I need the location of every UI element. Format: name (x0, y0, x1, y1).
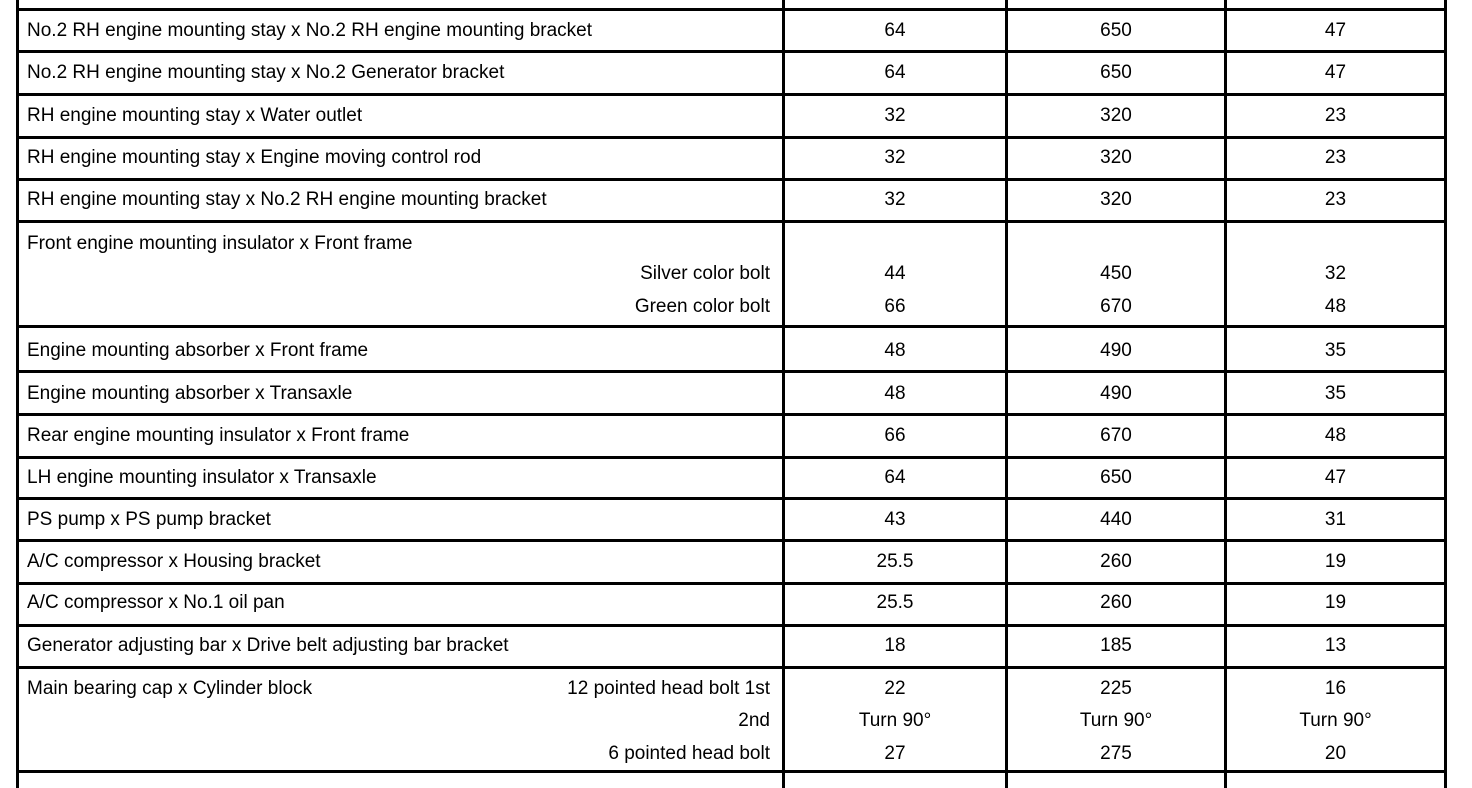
row-divider (16, 8, 1447, 11)
torque-ft-lbf: 13 (1324, 635, 1347, 656)
row-description: No.2 RH engine mounting stay x No.2 RH engine mounting bracket (27, 20, 593, 41)
row-description: A/C compressor x Housing bracket (27, 551, 321, 572)
row-divider (16, 770, 1447, 773)
row-description: PS pump x PS pump bracket (27, 509, 271, 530)
torque-ft-lbf: 20 (1324, 743, 1347, 764)
row-description: A/C compressor x No.1 oil pan (27, 592, 285, 613)
torque-nm: 18 (884, 635, 906, 656)
bolt-type-label: Green color bolt (634, 296, 770, 317)
torque-nm: 64 (884, 467, 906, 488)
row-divider (16, 497, 1447, 500)
torque-nm: Turn 90° (858, 710, 932, 731)
torque-kgf-cm: 320 (1100, 105, 1132, 126)
bolt-type-label: 6 pointed head bolt (608, 743, 770, 764)
torque-ft-lbf: Turn 90° (1299, 710, 1372, 731)
row-divider (16, 539, 1447, 542)
torque-ft-lbf: 47 (1324, 62, 1347, 83)
row-description: Generator adjusting bar x Drive belt adjusting bar bracket (27, 635, 509, 656)
torque-kgf-cm: 490 (1100, 340, 1132, 361)
step-label: 2nd (738, 710, 770, 731)
row-description: Engine mounting absorber x Front frame (27, 340, 369, 361)
torque-ft-lbf: 47 (1324, 467, 1347, 488)
torque-kgf-cm: 450 (1100, 263, 1132, 284)
torque-kgf-cm: 490 (1100, 383, 1132, 404)
torque-kgf-cm: 670 (1100, 296, 1132, 317)
torque-kgf-cm: 225 (1100, 678, 1132, 699)
row-divider (16, 370, 1447, 373)
row-divider (16, 666, 1447, 669)
row-description: LH engine mounting insulator x Transaxle (27, 467, 377, 488)
torque-kgf-cm: 320 (1100, 189, 1132, 210)
torque-ft-lbf: 48 (1324, 425, 1347, 446)
torque-nm: 44 (884, 263, 906, 284)
torque-ft-lbf: 35 (1324, 383, 1347, 404)
row-description: RH engine mounting stay x No.2 RH engine mounting bracket (27, 189, 547, 210)
row-divider (16, 325, 1447, 328)
row-divider (16, 93, 1447, 96)
torque-nm: 32 (884, 105, 906, 126)
torque-nm: 64 (884, 62, 906, 83)
torque-kgf-cm: 260 (1100, 592, 1132, 613)
row-description: Front engine mounting insulator x Front frame (27, 233, 413, 254)
torque-kgf-cm: Turn 90° (1079, 710, 1153, 731)
torque-ft-lbf: 23 (1324, 105, 1347, 126)
table-border-right (1444, 0, 1447, 788)
row-description: Main bearing cap x Cylinder block (27, 678, 313, 699)
torque-nm: 48 (884, 340, 906, 361)
torque-nm: 64 (884, 20, 906, 41)
torque-kgf-cm: 185 (1100, 635, 1132, 656)
torque-nm: 32 (884, 189, 906, 210)
row-divider (16, 220, 1447, 223)
torque-ft-lbf: 23 (1324, 147, 1347, 168)
row-description: RH engine mounting stay x Engine moving control rod (27, 147, 482, 168)
torque-kgf-cm: 440 (1100, 509, 1132, 530)
torque-ft-lbf: 48 (1324, 296, 1347, 317)
torque-nm: 66 (884, 425, 906, 446)
torque-nm: 22 (884, 678, 906, 699)
torque-nm: 32 (884, 147, 906, 168)
row-description: RH engine mounting stay x Water outlet (27, 105, 363, 126)
torque-ft-lbf: 19 (1324, 551, 1347, 572)
torque-ft-lbf: 47 (1324, 20, 1347, 41)
torque-kgf-cm: 650 (1100, 467, 1132, 488)
row-description: Engine mounting absorber x Transaxle (27, 383, 353, 404)
torque-nm: 66 (884, 296, 906, 317)
torque-nm: 48 (884, 383, 906, 404)
torque-kgf-cm: 670 (1100, 425, 1132, 446)
row-divider (16, 582, 1447, 585)
row-divider (16, 50, 1447, 53)
torque-kgf-cm: 650 (1100, 20, 1132, 41)
row-divider (16, 413, 1447, 416)
table-border-left (16, 0, 19, 788)
row-divider (16, 136, 1447, 139)
torque-ft-lbf: 19 (1324, 592, 1347, 613)
row-divider (16, 624, 1447, 627)
torque-kgf-cm: 650 (1100, 62, 1132, 83)
torque-kgf-cm: 260 (1100, 551, 1132, 572)
torque-ft-lbf: 35 (1324, 340, 1347, 361)
row-description: No.2 RH engine mounting stay x No.2 Generator bracket (27, 62, 505, 83)
torque-kgf-cm: 275 (1100, 743, 1132, 764)
torque-nm: 43 (884, 509, 906, 530)
bolt-type-label: 12 pointed head bolt 1st (567, 678, 770, 699)
torque-ft-lbf: 31 (1324, 509, 1347, 530)
torque-ft-lbf: 32 (1324, 263, 1347, 284)
torque-ft-lbf: 23 (1324, 189, 1347, 210)
bolt-type-label: Silver color bolt (640, 263, 770, 284)
torque-nm: 25.5 (876, 551, 914, 572)
torque-ft-lbf: 16 (1324, 678, 1347, 699)
torque-nm: 25.5 (876, 592, 914, 613)
row-description: Rear engine mounting insulator x Front frame (27, 425, 410, 446)
row-divider (16, 178, 1447, 181)
torque-nm: 27 (884, 743, 906, 764)
row-divider (16, 456, 1447, 459)
torque-kgf-cm: 320 (1100, 147, 1132, 168)
